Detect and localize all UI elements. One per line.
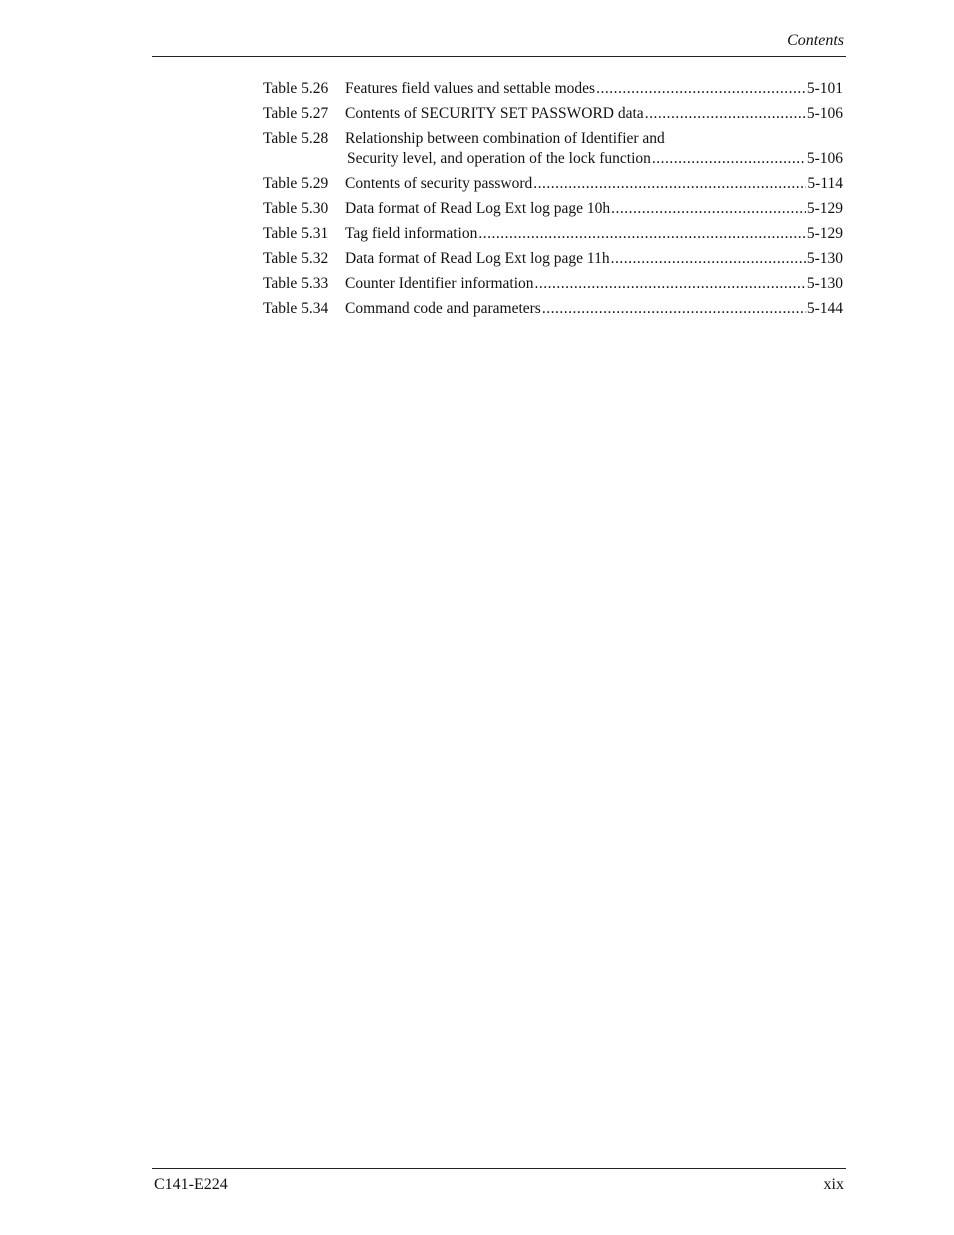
- dot-leader: [611, 199, 806, 219]
- toc-entry-number: Table 5.28: [263, 130, 329, 147]
- dot-leader: [596, 79, 806, 99]
- toc-entry-page: 5-129: [806, 225, 843, 242]
- toc-entry-number: Table 5.27: [263, 105, 329, 122]
- toc-entry-title: Data format of Read Log Ext log page 11h: [345, 250, 610, 267]
- toc-entry-title: Command code and parameters: [345, 300, 541, 317]
- toc-entry-title: Contents of security password: [345, 175, 533, 192]
- toc-entry-title: Tag field information: [345, 225, 478, 242]
- toc-entry-title: Counter Identifier information: [345, 275, 534, 292]
- dot-leader: [535, 274, 806, 294]
- toc-entry-number: Table 5.32: [263, 250, 329, 267]
- dot-leader: [533, 174, 806, 194]
- toc-entry-page: 5-130: [806, 275, 843, 292]
- toc-entry-title: Relationship between combination of Identifier and: [345, 130, 665, 147]
- header-rule: [152, 56, 846, 57]
- toc-entry-page: 5-129: [806, 200, 843, 217]
- toc-entry[interactable]: [263, 249, 843, 269]
- toc-entry-page: 5-101: [806, 80, 843, 97]
- toc-entry-page: 5-114: [807, 175, 843, 192]
- toc-entry[interactable]: [263, 299, 843, 319]
- toc-entry-number: Table 5.30: [263, 200, 329, 217]
- toc-entry-page: 5-106: [806, 150, 843, 167]
- toc-entry-title: Contents of SECURITY SET PASSWORD data: [345, 105, 644, 122]
- footer-rule: [152, 1168, 846, 1169]
- toc-entry-page: 5-144: [806, 300, 843, 317]
- toc-entry-page: 5-106: [806, 105, 843, 122]
- list-of-tables: [263, 79, 843, 324]
- toc-entry[interactable]: [263, 129, 843, 169]
- toc-entry-number: Table 5.26: [263, 80, 329, 97]
- document-code: C141-E224: [154, 1176, 228, 1193]
- dot-leader: [542, 299, 806, 319]
- dot-leader: [478, 224, 805, 244]
- toc-entry-number: Table 5.29: [263, 175, 329, 192]
- running-header-title: Contents: [787, 32, 844, 49]
- toc-entry-number: Table 5.34: [263, 300, 329, 317]
- toc-entry-page: 5-130: [806, 250, 843, 267]
- toc-entry-number: Table 5.33: [263, 275, 329, 292]
- toc-entry[interactable]: [263, 274, 843, 294]
- dot-leader: [611, 249, 806, 269]
- toc-entry[interactable]: [263, 79, 843, 99]
- dot-leader: [652, 149, 806, 169]
- toc-entry[interactable]: [263, 224, 843, 244]
- toc-entry-title: Data format of Read Log Ext log page 10h: [345, 200, 611, 217]
- toc-entry-title-continuation: Security level, and operation of the lock function: [347, 150, 651, 167]
- toc-entry-number: Table 5.31: [263, 225, 329, 242]
- toc-entry[interactable]: [263, 104, 843, 124]
- toc-entry[interactable]: [263, 199, 843, 219]
- toc-entry-title: Features field values and settable modes: [345, 80, 596, 97]
- dot-leader: [645, 104, 806, 124]
- toc-entry[interactable]: [263, 174, 843, 194]
- page-number: xix: [823, 1176, 844, 1193]
